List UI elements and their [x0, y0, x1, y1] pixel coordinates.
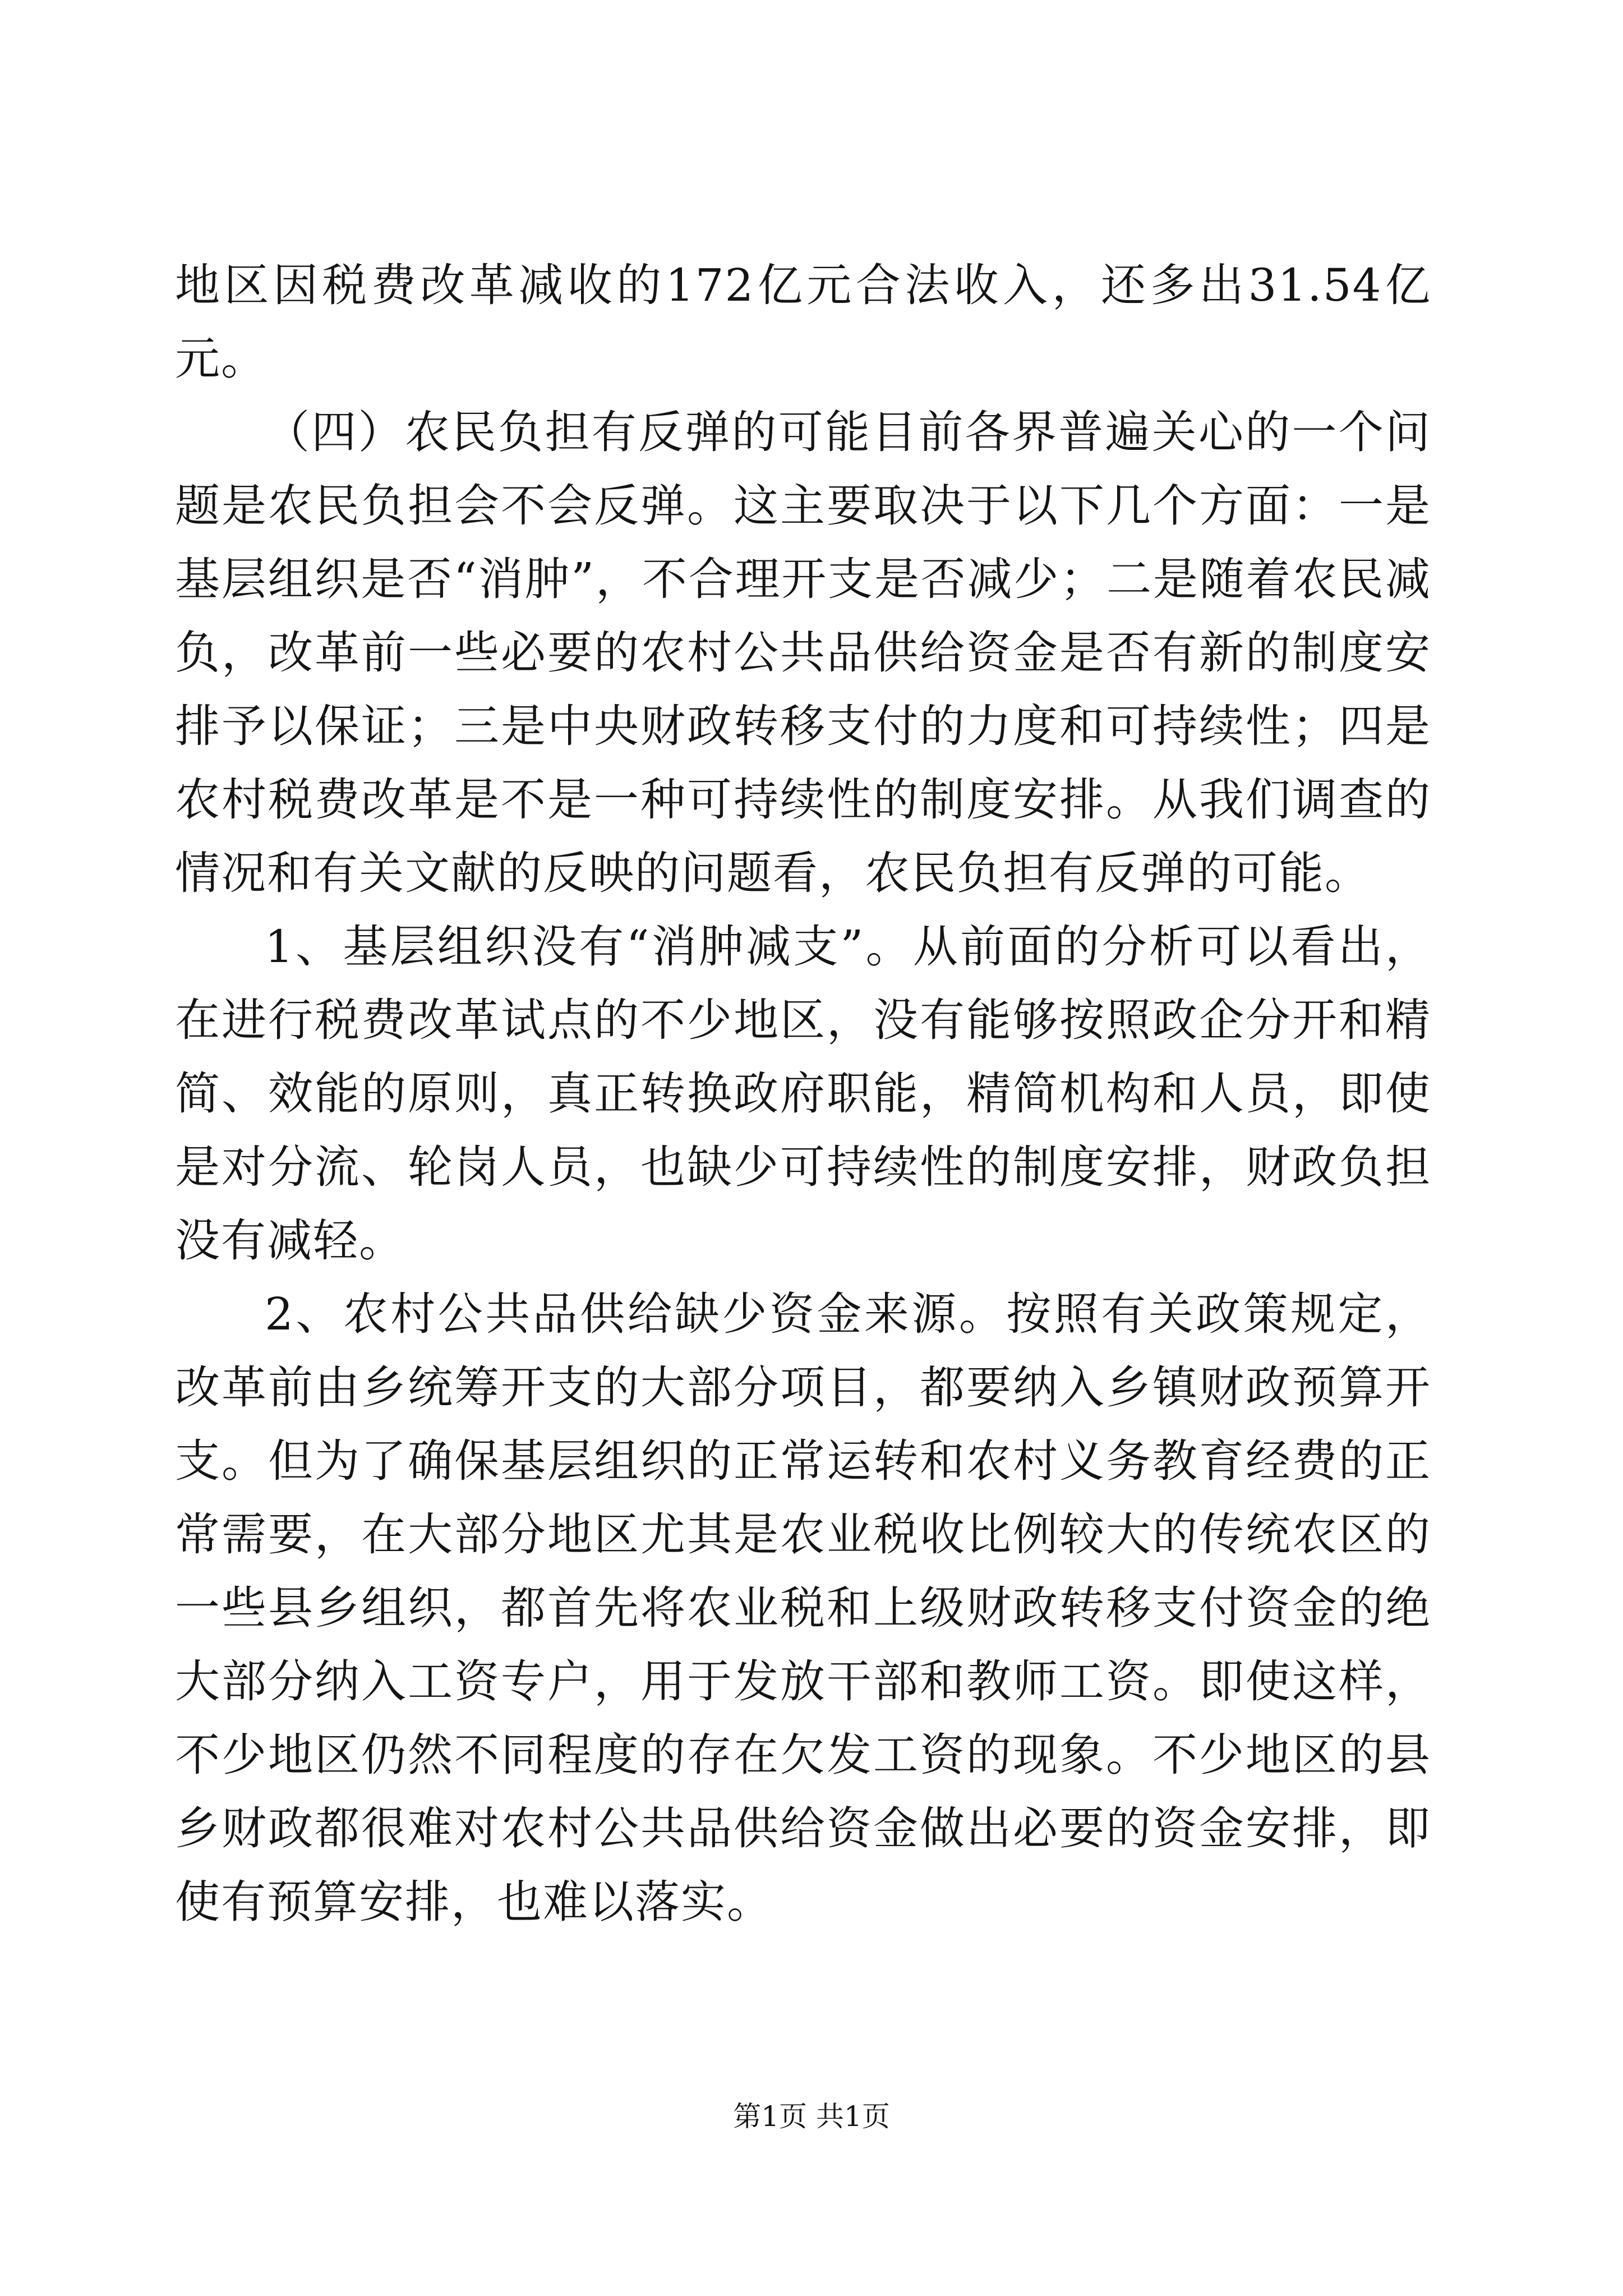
document-body: [175, 249, 1431, 1939]
page-footer: 第1页 共1页: [733, 2100, 890, 2133]
paragraph-continuation: 地区因税费改革减收的172亿元合法收入，还多出31.54亿元。: [175, 259, 1431, 385]
paragraph-item-two: 2、农村公共品供给缺少资金来源。按照有关政策规定，改革前由乡统筹开支的大部分项目，都要纳入乡镇财政预算开支。但为了确保基层组织的正常运转和农村义务教育经费的正常需要，在大部分地区尤其是农业税收比例较大的传统农区的一些县乡组织，都首先将农业税和上级财政转移支付资金的绝大部分纳入工资专户，用于发放干部和教师工资。即使这样，不少地区仍然不同程度的存在欠发工资的现象。不少地区的县乡财政都很难对农村公共品供给资金做出必要的资金安排，即使有预算安排，也难以落实。: [175, 1288, 1431, 1928]
paragraph-item-one: 1、基层组织没有“消肿减支”。从前面的分析可以看出，在进行税费改革试点的不少地区，没有能够按照政企分开和精简、效能的原则，真正转换政府职能，精简机构和人员，即使是对分流、轮岗人员，也缺少可持续性的制度安排，财政负担没有减轻。: [175, 921, 1431, 1267]
paragraph-section-four: （四）农民负担有反弹的可能目前各界普遍关心的一个问题是农民负担会不会反弹。这主要取决于以下几个方面：一是基层组织是否“消肿”，不合理开支是否减少；二是随着农民减负，改革前一些必要的农村公共品供给资金是否有新的制度安排予以保证；三是中央财政转移支付的力度和可持续性；四是农村税费改革是不是一种可持续性的制度安排。从我们调查的情况和有关文献的反映的问题看，农民负担有反弹的可能。: [175, 406, 1431, 899]
